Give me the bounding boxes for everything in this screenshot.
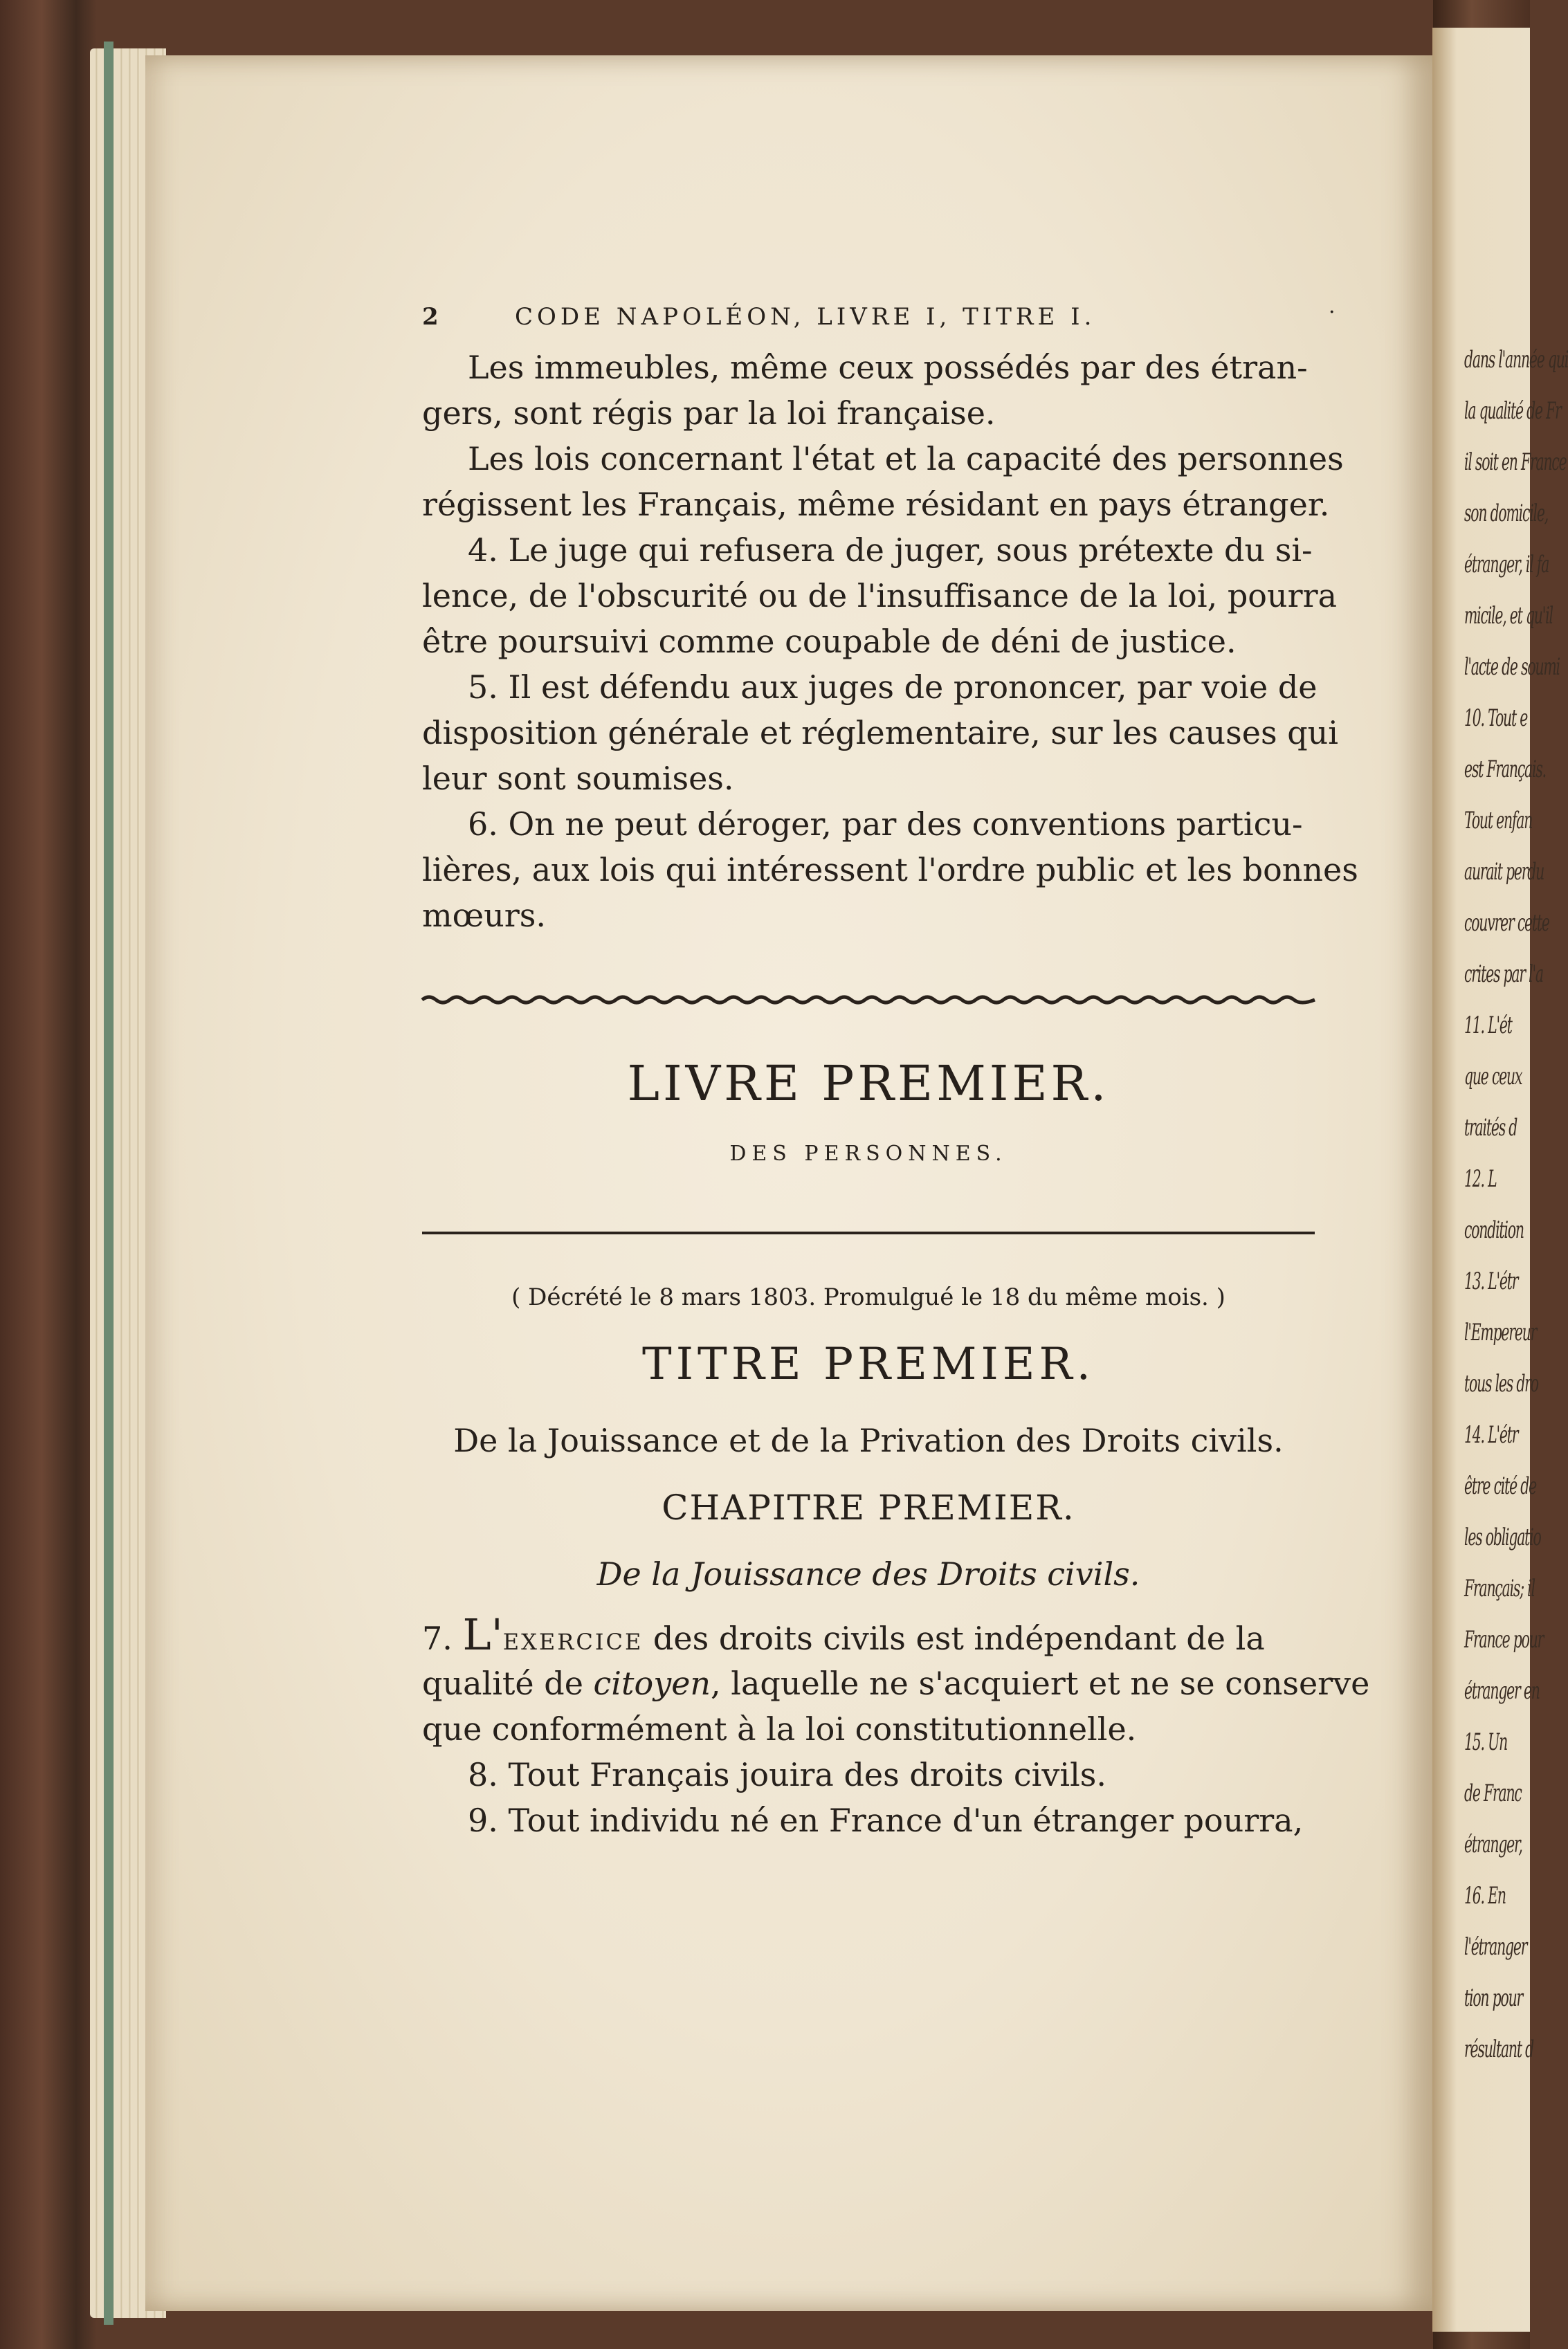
text-line: mœurs.: [422, 897, 546, 934]
facing-page-fragment: micile, et qu'il: [1464, 602, 1553, 630]
running-head-title: CODE NAPOLÉON, LIVRE I, TITRE I.: [515, 303, 1096, 331]
facing-page-fragment: l'acte de soumi: [1464, 653, 1560, 681]
printer-mark: ·: [1329, 300, 1340, 325]
facing-page-fragment: étranger en: [1464, 1677, 1540, 1705]
italic-word: citoyen: [593, 1665, 711, 1702]
facing-page-fragment: la qualité de Fr: [1464, 397, 1561, 425]
facing-page-fragment: il soit en France: [1464, 448, 1567, 476]
text-line: [422, 1661, 1370, 1706]
facing-page-fragment: 15. Un: [1464, 1728, 1508, 1756]
decree-note: ( Décrété le 8 mars 1803. Promulgué le 18 du même mois. ): [511, 1283, 1225, 1311]
facing-page-fragment: aurait perdu: [1464, 858, 1544, 886]
facing-page-fragment: être cité de: [1464, 1472, 1537, 1500]
facing-page-fragment: Français; il: [1464, 1575, 1535, 1602]
facing-page-fragment: 16. En: [1464, 1882, 1506, 1910]
facing-page-fragment: l'étranger: [1464, 1933, 1527, 1961]
facing-page-fragment: l'Empereur: [1464, 1319, 1537, 1346]
titre-title: TITRE PREMIER.: [642, 1339, 1095, 1390]
binding-strip: [104, 42, 113, 2325]
text-span: qualité de: [422, 1665, 594, 1702]
small-caps-word: exercice: [502, 1620, 644, 1657]
text-span: , laquelle ne s'acquiert et ne se conserve: [711, 1665, 1370, 1702]
facing-page-fragment: est Français.: [1464, 756, 1546, 783]
article-8-line: 8. Tout Français jouira des droits civils.: [468, 1756, 1107, 1793]
section-rule: [422, 1232, 1315, 1234]
text-line: régissent les Français, même résidant en pays étranger.: [422, 486, 1330, 523]
facing-page-fragment: tous les dro: [1464, 1370, 1538, 1398]
text-line: Les immeubles, même ceux possédés par des étran-: [468, 349, 1308, 386]
facing-page-fragment: résultant d: [1464, 2036, 1534, 2063]
text-line: être poursuivi comme coupable de déni de justice.: [422, 623, 1237, 660]
facing-page-fragment: que ceux: [1464, 1063, 1522, 1090]
article-7-line: [422, 1609, 1315, 1660]
facing-page-fragment: 14. L'étr: [1464, 1421, 1518, 1449]
facing-page-fragment: couvrer cette: [1464, 909, 1549, 937]
article-number: 7.: [422, 1620, 453, 1657]
facing-page-fragment: son domicile,: [1464, 500, 1549, 527]
article-6-line: 6. On ne peut déroger, par des conventions particu-: [468, 805, 1303, 843]
article-9-line: 9. Tout individu né en France d'un étranger pourra,: [468, 1802, 1304, 1839]
text-line: lières, aux lois qui intéressent l'ordre public et les bonnes: [422, 851, 1358, 888]
facing-page-fragment: étranger, il fa: [1464, 551, 1549, 578]
chapitre-title: CHAPITRE PREMIER.: [662, 1488, 1075, 1528]
facing-page-fragment: 13. L'étr: [1464, 1268, 1518, 1295]
text-line: leur sont soumises.: [422, 760, 734, 797]
text-line: que conformément à la loi constitutionnelle.: [422, 1710, 1137, 1748]
facing-page-fragment: dans l'année qui: [1464, 346, 1568, 374]
text-line: lence, de l'obscurité ou de l'insuffisance de la loi, pourra: [422, 577, 1338, 614]
article-4-line: 4. Le juge qui refusera de juger, sous prétexte du si-: [468, 531, 1313, 569]
facing-page-fragment: traités d: [1464, 1114, 1517, 1142]
facing-page-fragment: étranger,: [1464, 1831, 1522, 1858]
titre-subtitle: De la Jouissance et de la Privation des Droits civils.: [453, 1422, 1284, 1459]
facing-page-fragment: 10. Tout e: [1464, 704, 1528, 732]
facing-page-fragment: condition: [1464, 1216, 1524, 1244]
ornamental-rule: [422, 993, 1315, 1007]
facing-page-fragment: crites par l'a: [1464, 960, 1543, 988]
facing-page-fragment: Tout enfan: [1464, 807, 1533, 834]
facing-page-fragment: France pour: [1464, 1626, 1544, 1654]
article-5-line: 5. Il est défendu aux juges de prononcer, par voie de: [468, 668, 1318, 706]
page-number: 2: [422, 303, 443, 331]
text-line: gers, sont régis par la loi française.: [422, 394, 996, 432]
chapitre-subtitle: De la Jouissance des Droits civils.: [596, 1555, 1140, 1593]
drop-cap: L': [462, 1609, 503, 1660]
facing-page-fragment: tion pour: [1464, 1984, 1523, 2012]
running-head: [422, 298, 1340, 339]
facing-page-fragment: 11. L'ét: [1464, 1012, 1512, 1039]
facing-page-fragment: les obligatio: [1464, 1524, 1541, 1551]
facing-page: [1432, 28, 1568, 2332]
facing-page-fragment: 12. L: [1464, 1165, 1497, 1193]
facing-page-fragment: de Franc: [1464, 1780, 1522, 1807]
text-span: des droits civils est indépendant de la: [643, 1620, 1265, 1657]
livre-title: LIVRE PREMIER.: [627, 1055, 1110, 1112]
livre-subtitle: DES PERSONNES.: [729, 1142, 1008, 1166]
text-line: Les lois concernant l'état et la capacité des personnes: [468, 440, 1344, 477]
text-line: disposition générale et réglementaire, sur les causes qui: [422, 714, 1338, 751]
